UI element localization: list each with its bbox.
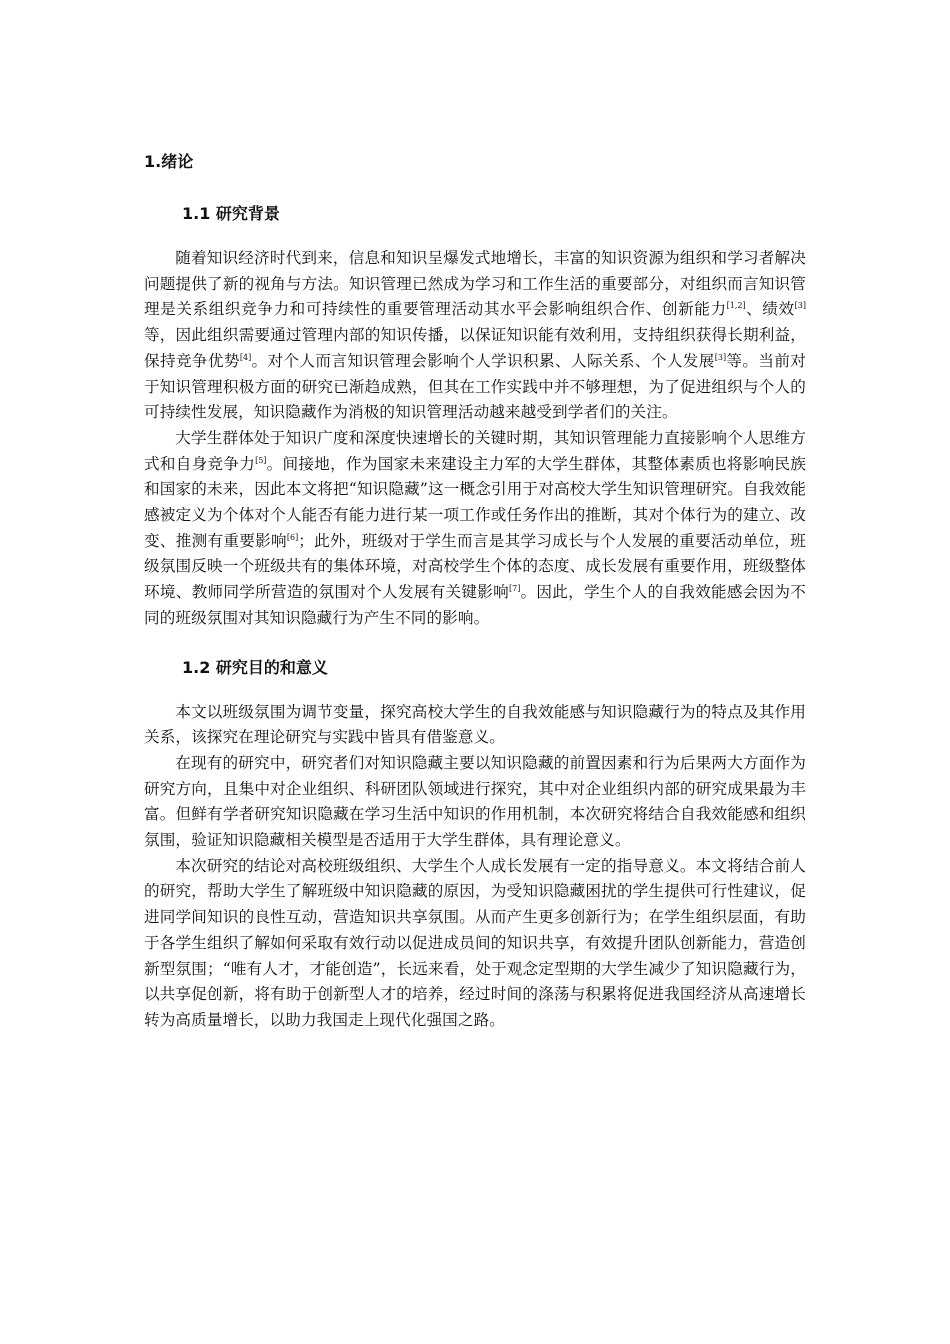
paragraph: 在现有的研究中，研究者们对知识隐藏主要以知识隐藏的前置因素和行为后果两大方面作为研究方向，且集中对企业组织、科研团队领域进行探究，其中对企业组织内部的研究成果最为丰富。但鲜有学者研究知识隐藏在学习生活中知识的作用机制，本次研究将结合自我效能感和组织氛围，验证知识隐藏相关模型是否适用于大学生群体，具有理论意义。 [144,753,806,850]
chapter-title: 1.绪论 [144,152,194,171]
page-content [144,150,806,1034]
paragraph: 本文以班级氛围为调节变量，探究高校大学生的自我效能感与知识隐藏行为的特点及其作用关系，该探究在理论研究与实践中皆具有借鉴意义。 [144,702,806,747]
citation-marker: [1,2] [726,301,746,311]
paragraph: 本次研究的结论对高校班级组织、大学生个人成长发展有一定的指导意义。本文将结合前人的研究，帮助大学生了解班级中知识隐藏的原因，为受知识隐藏困扰的学生提供可行性建议，促进同学间知识的良性互动，营造知识共享氛围。从而产生更多创新行为；在学生组织层面，有助于各学生组织了解如何采取有效行动以促进成员间的知识共享，有效提升团队创新能力，营造创新型氛围；“唯有人才，才能创造”，长远来看，处于观念定型期的大学生减少了知识隐藏行为，以共享促创新，将有助于创新型人才的培养，经过时间的涤荡与积累将促进我国经济从高速增长转为高质量增长，以助力我国走上现代化强国之路。 [144,856,806,1029]
paragraph: 大学生群体处于知识广度和深度快速增长的关键时期，其知识管理能力直接影响个人思维方式和自身竞争力[5]。间接地，作为国家未来建设主力军的大学生群体，其整体素质也将影响民族和国家的未来，因此本文将把“知识隐藏”这一概念引用于对高校大学生知识管理研究。自我效能感被定义为个体对个人能否有能力进行某一项工作或任务作出的推断，其对个体行为的建立、改变、推测有重要影响[6]；此外，班级对于学生而言是其学习成长与个人发展的重要活动单位，班级氛围反映一个班级共有的集体环境，对高校学生个体的态度、成长发展有重要作用，班级整体环境、教师同学所营造的氛围对个人发展有关键影响[7]。因此，学生个人的自我效能感会因为不同的班级氛围对其知识隐藏行为产生不同的影响。 [144,428,807,627]
section-1-2 [144,656,806,1034]
citation-marker: [6] [286,532,299,542]
citation-marker: [3] [714,352,727,362]
citation-marker: [3] [794,301,806,311]
section-title: 1.2 研究目的和意义 [182,657,328,677]
citation-marker: [4] [239,352,252,362]
citation-marker: [7] [509,583,521,593]
section-1-1 [144,202,806,632]
citation-marker: [5] [255,455,267,465]
section-title: 1.1 研究背景 [182,204,280,223]
paragraph: 随着知识经济时代到来，信息和知识呈爆发式地增长，丰富的知识资源为组织和学习者解决问题提供了新的视角与方法。知识管理已然成为学习和工作生活的重要部分，对组织而言知识管理是关系组织竞争力和可持续性的重要管理活动其水平会影响组织合作、创新能力[1,2]、绩效[3]等，因此组织需要通过管理内部的知识传播，以保证知识能有效利用，支持组织获得长期利益，保持竞争优势[4]。对个人而言知识管理会影响个人学识积累、人际关系、个人发展[3]等。当前对于知识管理积极方面的研究已渐趋成熟，但其在工作实践中并不够理想，为了促进组织与个人的可持续性发展，知识隐藏作为消极的知识管理活动越来越受到学者们的关注。 [144,249,806,422]
